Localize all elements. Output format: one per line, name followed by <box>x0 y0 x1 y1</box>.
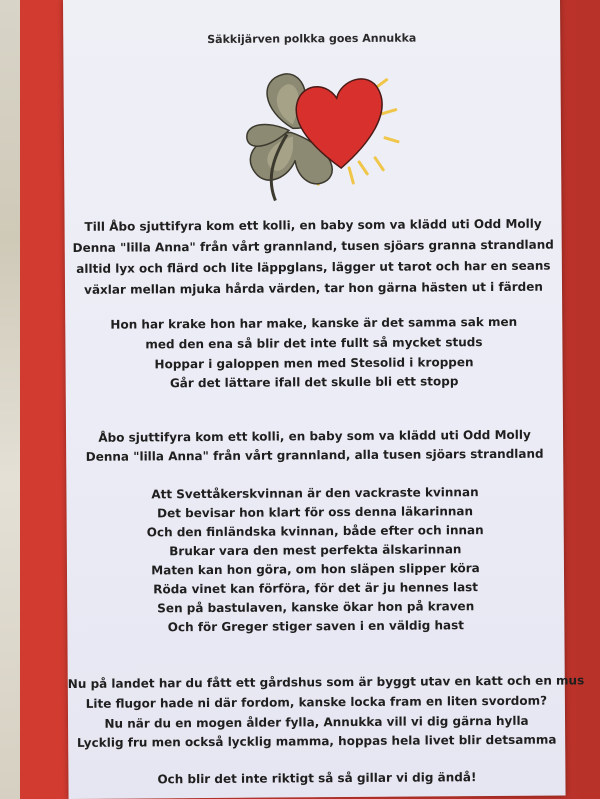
verse-1-line-2: Denna "lilla Anna" från vårt grannland, tusen sjöars granna strandland <box>72 237 554 255</box>
verse-3-line-1: Åbo sjuttifyra kom ett kolli, en baby som va klädd uti Odd Molly <box>98 427 531 445</box>
verse-3-line-2: Denna "lilla Anna" från vårt grannland, alla tusen sjöars strandland <box>85 446 544 464</box>
verse-4-line-6: Röda vinet kan förföra, för det är ju hennes last <box>153 580 479 597</box>
closing-line: Och blir det inte riktigt så så gillar vi dig ändå! <box>157 770 477 787</box>
verse-5-line-4: Lycklig fru men också lycklig mamma, hoppas hela livet blir detsamma <box>76 732 557 750</box>
verse-1-line-3: alltid lyx och flärd och lite läppglans, lägger ut tarot och har en seans <box>76 258 551 276</box>
verse-2-line-4: Går det lättare ifall det skulle bli ett stopp <box>169 374 459 391</box>
verse-4-line-8: Och för Greger stiger saven i en väldig hast <box>167 618 465 635</box>
verse-4-line-4: Brukar vara den mest perfekta älskarinnan <box>169 542 462 559</box>
page-title: Säkkijärven polkka goes Annukka <box>207 31 417 46</box>
verse-5-line-3: Nu när du en mogen ålder fylla, Annukka vill vi dig gärna hylla <box>104 713 529 731</box>
verse-1-line-4: växlar mellan mjuka hårda värden, tar hon gärna hästen ut i färden <box>84 279 543 297</box>
verse-4-line-3: Och den finländska kvinnan, både efter och innan <box>146 523 484 540</box>
verse-2-line-3: Hoppar i galoppen men med Stesolid i kroppen <box>154 355 474 372</box>
verse-4-line-1: Att Svettåkerskvinnan är den vackraste kvinnan <box>151 485 479 502</box>
verse-5-line-1: Nu på landet har du fått ett gårdshus som är byggt utav en katt och en mus <box>67 673 585 691</box>
verse-4-line-7: Sen på bastulaven, kanske ökar hon på kraven <box>157 599 475 616</box>
verse-4-line-2: Det bevisar hon klart för oss denna läkarinnan <box>157 504 474 521</box>
paper-sheet <box>63 0 585 799</box>
verse-4-line-5: Maten kan hon göra, om hon släpen slipper köra <box>151 561 480 578</box>
verse-2-line-1: Hon har krake hon har make, kanske är det samma sak men <box>110 314 518 332</box>
clover-heart-logo <box>200 49 431 211</box>
verse-2-line-2: med den ena så blir det inte fullt så mycket studs <box>145 335 483 352</box>
verse-5-line-2: Lite flugor hade ni där fordom, kanske locka fram en liten svordom? <box>85 693 548 711</box>
verse-1-line-1: Till Åbo sjuttifyra kom ett kolli, en baby som va klädd uti Odd Molly <box>84 216 542 234</box>
